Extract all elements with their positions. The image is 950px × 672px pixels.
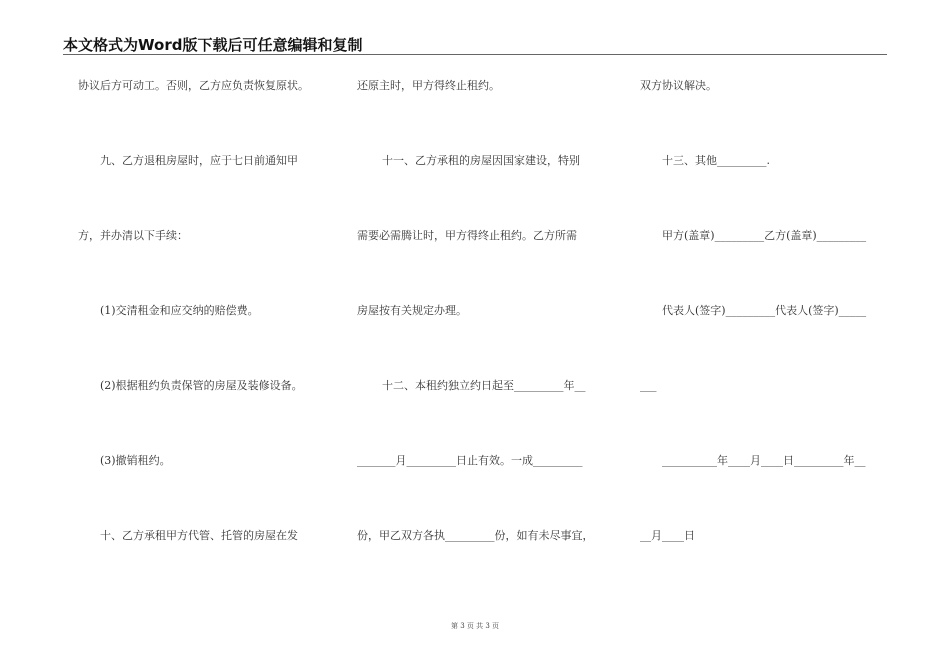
right-line-4: 代表人(签字)_________代表人(签字)_____ xyxy=(662,304,867,317)
left-line-5: (2)根据租约负责保管的房屋及装修设备。 xyxy=(100,379,303,392)
page-number: 第 3 页 共 3 页 xyxy=(450,622,500,630)
left-line-1: 协议后方可动工。否则，乙方应负责恢复原状。 xyxy=(78,79,309,92)
middle-line-7: 份，甲乙双方各执_________份，如有未尽事宜， xyxy=(357,529,594,542)
middle-line-6: _______月_________日止有效。一成_________ xyxy=(357,454,583,467)
right-line-1: 双方协议解决。 xyxy=(640,79,717,92)
middle-line-3: 需要必需腾让时，甲方得终止租约。乙方所需 xyxy=(357,229,577,242)
right-line-6: __________年____月____日_________年__ xyxy=(662,454,866,467)
middle-line-4: 房屋按有关规定办理。 xyxy=(357,304,467,317)
left-line-3: 方，并办清以下手续： xyxy=(78,229,188,242)
middle-line-1: 还原主时，甲方得终止租约。 xyxy=(357,79,500,92)
left-line-2: 九、乙方退租房屋时，应于七日前通知甲 xyxy=(100,154,298,167)
middle-line-2: 十一、乙方承租的房屋因国家建设，特别 xyxy=(382,154,580,167)
page-header xyxy=(63,32,887,55)
left-line-6: (3)撤销租约。 xyxy=(100,454,171,467)
right-line-7: __月____日 xyxy=(640,529,695,542)
right-line-2: 十三、其他_________. xyxy=(662,154,770,167)
page-footer xyxy=(0,621,950,631)
middle-line-5: 十二、本租约独立约日起至_________年__ xyxy=(382,379,586,392)
right-line-5: ___ xyxy=(640,379,657,392)
document-title: 本文格式为Word版下载后可任意编辑和复制 xyxy=(63,36,363,54)
left-line-4: (1)交清租金和应交纳的赔偿费。 xyxy=(100,304,259,317)
left-line-7: 十、乙方承租甲方代管、托管的房屋在发 xyxy=(100,529,298,542)
right-line-3: 甲方(盖章)_________乙方(盖章)_________ xyxy=(662,229,867,242)
